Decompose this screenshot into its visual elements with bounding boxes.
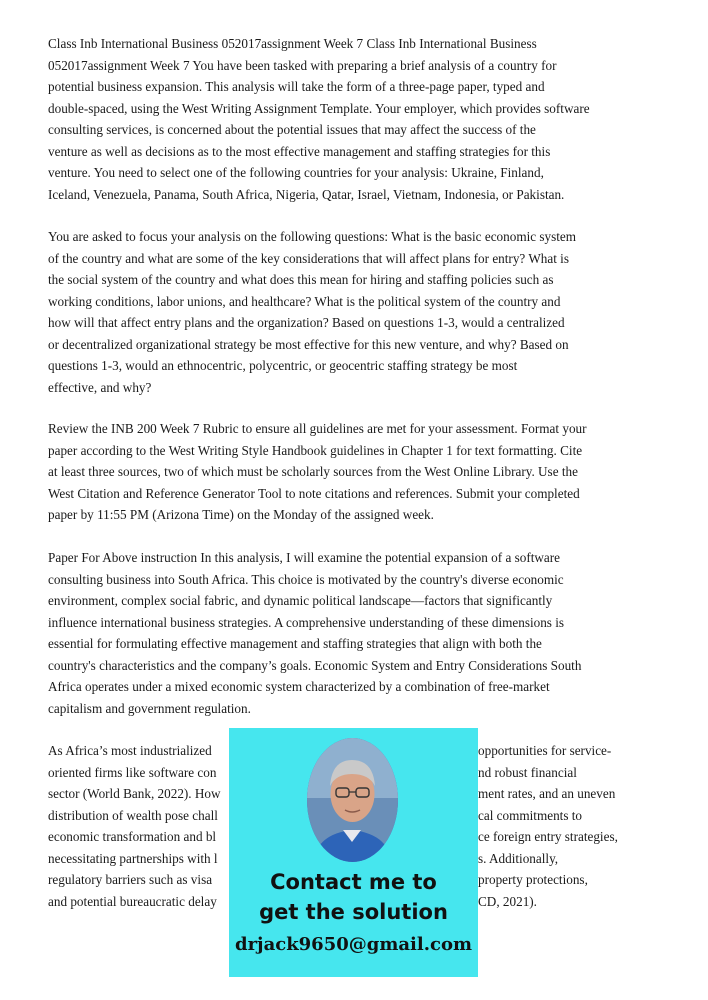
paragraph-4-line: essential for formulating effective management and staffing strategies that align with both the <box>48 636 542 651</box>
paragraph-5-line-right: cal commitments to <box>478 807 583 823</box>
paragraph-5-line-right: property protections, <box>478 872 588 887</box>
paragraph-4-line: Africa operates under a mixed economic system characterized by a combination of free-market <box>48 679 550 694</box>
promo-headline-line-2: get the solution <box>259 900 448 924</box>
paragraph-3-line: at least three sources, two of which must be scholarly sources from the West Online Library. Use the <box>48 464 578 479</box>
paragraph-3-line: paper by 11:55 PM (Arizona Time) on the Monday of the assigned week. <box>48 507 434 522</box>
paragraph-2-line: or decentralized organizational strategy be most effective for this new venture, and why? Based on <box>48 336 569 352</box>
paragraph-2-line: You are asked to focus your analysis on the following questions: What is the basic economic system <box>48 229 577 244</box>
paragraph-2-line: working conditions, labor unions, and healthcare? What is the political system of the country and <box>48 293 561 309</box>
paragraph-5-line-right: nd robust financial <box>478 764 577 780</box>
paragraph-1-line: potential business expansion. This analysis will take the form of a three-page paper, typed and <box>48 79 545 94</box>
paragraph-4-line: influence international business strategies. A comprehensive understanding of these dimensions is <box>48 614 565 630</box>
paragraph-5-line-right: s. Additionally, <box>478 850 559 866</box>
paragraph-4-line: consulting business into South Africa. This choice is motivated by the country's diverse economic <box>48 571 564 587</box>
paragraph-2-line: how will that affect entry plans and the organization? Based on questions 1-3, would a centralized <box>48 315 565 330</box>
paragraph-1-line: double-spaced, using the West Writing Assignment Template. Your employer, which provides software <box>48 100 590 116</box>
paragraph-5-line-left: oriented firms like software con <box>48 764 217 780</box>
paragraph-1-line: venture. You need to select one of the following countries for your analysis: Ukraine, Finland, <box>48 165 544 180</box>
paragraph-5-line-left: distribution of wealth pose chall <box>48 807 218 823</box>
paragraph-5-line-left: regulatory barriers such as visa <box>48 872 213 887</box>
paragraph-5-line-right: opportunities for service- <box>478 743 612 758</box>
paragraph-5-line-right: CD, 2021). <box>478 893 537 909</box>
paragraph-3-line: West Citation and Reference Generator Tool to note citations and references. Submit your completed <box>48 485 580 501</box>
paragraph-1-line: consulting services, is concerned about the potential issues that may affect the success of the <box>48 122 536 137</box>
paragraph-3-line: paper according to the West Writing Style Handbook guidelines in Chapter 1 for text formatting. Cite <box>48 442 583 458</box>
paragraph-5-line-left: economic transformation and bl <box>48 829 217 844</box>
paragraph-1-line: venture as well as decisions as to the most effective management and staffing strategies for this <box>48 143 551 159</box>
author-avatar <box>307 738 398 862</box>
author-portrait-icon <box>307 738 398 862</box>
paragraph-1-line: Class Inb International Business 052017assignment Week 7 Class Inb International Business <box>48 36 537 51</box>
promo-headline-line-1: Contact me to <box>270 870 437 894</box>
paragraph-1-line: Iceland, Venezuela, Panama, South Africa, Nigeria, Qatar, Israel, Vietnam, Indonesia, or Pakistan. <box>48 186 565 202</box>
paragraph-3-line: Review the INB 200 Week 7 Rubric to ensure all guidelines are met for your assessment. Format your <box>48 421 587 436</box>
paragraph-5-line-right: ce foreign entry strategies, <box>478 829 618 844</box>
paragraph-2-line: of the country and what are some of the key considerations that will affect plans for entry? What is <box>48 250 569 266</box>
paragraph-4-line: Paper For Above instruction In this analysis, I will examine the potential expansion of a software <box>48 550 561 565</box>
paragraph-2-line: effective, and why? <box>48 379 152 395</box>
paragraph-5-line-left: As Africa’s most industrialized <box>48 743 212 758</box>
paragraph-4-line: country's characteristics and the company’s goals. Economic System and Entry Considerations South <box>48 657 582 673</box>
paragraph-4-line: environment, complex social fabric, and dynamic political landscape—factors that significantly <box>48 593 553 608</box>
paragraph-2-line: the social system of the country and what does this mean for hiring and staffing policies such as <box>48 272 554 287</box>
paragraph-5-line-left: necessitating partnerships with l <box>48 850 218 866</box>
contact-promo-box[interactable] <box>229 728 478 977</box>
paragraph-4-line: capitalism and government regulation. <box>48 700 251 716</box>
paragraph-5-line-left: and potential bureaucratic delay <box>48 893 217 909</box>
paragraph-2-line: questions 1-3, would an ethnocentric, polycentric, or geocentric staffing strategy be most <box>48 358 518 373</box>
contact-email-link[interactable]: drjack9650@gmail.com <box>234 934 473 955</box>
paragraph-1-line: 052017assignment Week 7 You have been tasked with preparing a brief analysis of a country for <box>48 57 557 73</box>
paragraph-5-line-right: ment rates, and an uneven <box>478 786 616 801</box>
paragraph-5-line-left: sector (World Bank, 2022). How <box>48 786 221 801</box>
